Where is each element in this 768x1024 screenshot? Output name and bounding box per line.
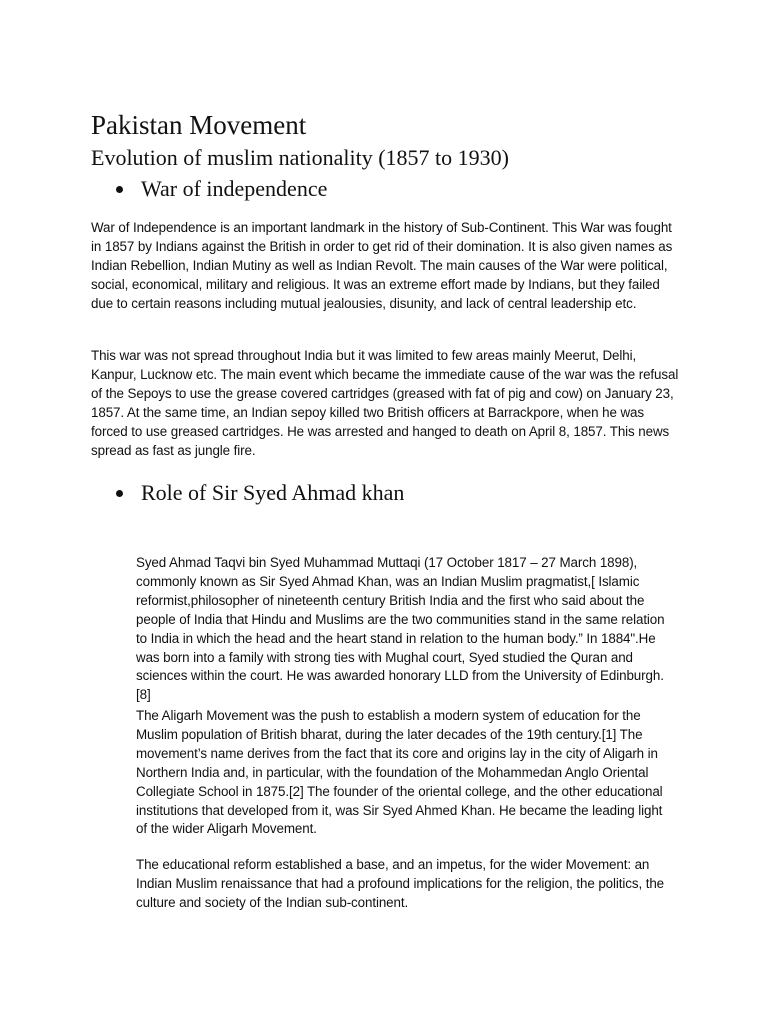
paragraph: The Aligarh Movement was the push to establish a modern system of education for the Muslim population of British bharat, during the later decades of the 19th century.[1] The movement’s name derives from the fact that its core and origins lay in the city of Aligarh in Northern India and, in particular, with the foundation of the Mohammedan Anglo Oriental Collegiate School in 1875.[2] The founder of the oriental college, and the other educational institutions that developed from it, was Sir Syed Ahmed Khan. He became the leading light of the wider Aligarh Movement. [136, 708, 663, 837]
section-heading-war-of-independence [116, 175, 416, 203]
section-heading-label: Role of Sir Syed Ahmad khan [141, 480, 405, 505]
paragraph: War of Independence is an important landmark in the history of Sub-Continent. This War was fought in 1857 by Indians against the British in order to get rid of their domination. It is also given names as Indian Rebellion, Indian Mutiny as well as Indian Revolt. The main causes of the War were political, social, economical, military and religious. It was an extreme effort made by Indians, but they failed due to certain reasons including mutual jealousies, disunity, and lack of central leadership etc. [91, 220, 673, 311]
bullet-icon [116, 490, 123, 497]
section-heading-label: War of independence [141, 176, 328, 201]
page-title: Pakistan Movement [91, 110, 307, 140]
paragraph: Syed Ahmad Taqvi bin Syed Muhammad Muttaqi (17 October 1817 – 27 March 1898), commonly known as Sir Syed Ahmad Khan, was an Indian Muslim pragmatist,[ Islamic reformist,philosopher of nineteenth century British India and the first who said about the people of India that Hindu and Muslims are the two communities stand in the same relation to India in which the head and the heart stand in relation to the human body.” In 1884".He was born into a family with strong ties with Mughal court, Syed studied the Quran and sciences within the court. He was awarded honorary LLD from the University of Edinburgh.[8] [136, 555, 665, 703]
page-subtitle: Evolution of muslim nationality (1857 to 1930) [91, 145, 509, 170]
section-heading-role-of-sir-syed [116, 479, 436, 507]
paragraph: This war was not spread throughout India but it was limited to few areas mainly Meerut, Delhi, Kanpur, Lucknow etc. The main event which became the immediate cause of the war was the refusal of the Sepoys to use the grease covered cartridges (greased with fat of pig and cow) on January 23, 1857. At the same time, an Indian sepoy killed two British officers at Barrackpore, when he was forced to use greased cartridges. He was arrested and hanged to death on April 8, 1857. This news spread as fast as jungle fire. [91, 348, 679, 458]
paragraph: The educational reform established a base, and an impetus, for the wider Movement: an Indian Muslim renaissance that had a profound implications for the religion, the politics, the culture and society of the Indian sub-continent. [136, 857, 665, 910]
bullet-icon [116, 186, 123, 193]
